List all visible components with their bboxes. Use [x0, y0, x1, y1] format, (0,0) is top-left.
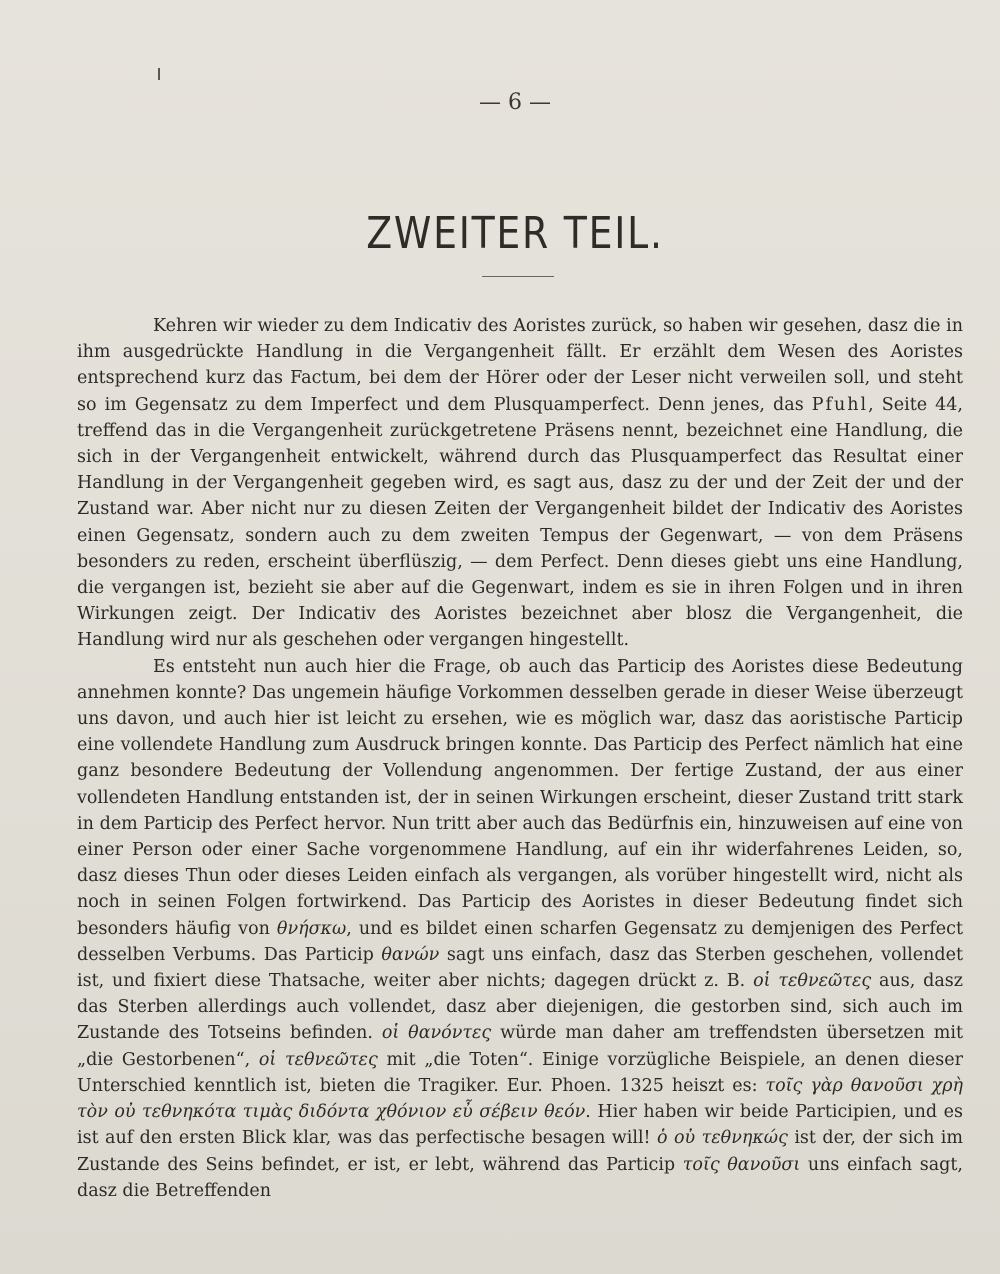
- paragraph-2-text-5: würde man daher am treffendsten übersetzen mit „die Gestorbenen“,: [77, 1023, 964, 1070]
- paragraph-2-text-6: mit „die Toten“. Einige vorzügliche Beispiele, an denen dieser Unterschied kenntlich ist, bieten die Tragiker. Eur. Phoen. 1325 heiszt es:: [77, 1049, 963, 1096]
- paragraph-2-text-8: ist der, der sich im Zustande des Seins befindet, er ist, er lebt, während das Particip: [77, 1128, 963, 1175]
- body-text: [77, 313, 963, 1204]
- author-name: Pfuhl: [811, 394, 869, 415]
- paragraph-1-text-a: Kehren wir wieder zu dem Indicativ des Aoristes zurück, so haben wir gesehen, dasz die in ihm ausgedrückte Handlung in die Vergangenheit fällt. Er erzählt dem Wesen des Aoristes entsprechend kurz das Factum, bei dem der Hörer oder der Leser nicht verweilen soll, und steht so im Gegensatz zu dem Imperfect und dem Plusquamperfect. Denn jenes, das: [77, 316, 963, 415]
- paragraph-2: [77, 654, 963, 1204]
- chapter-title: ZWEITER TEIL.: [366, 208, 664, 259]
- page-number: — 6 —: [479, 90, 551, 115]
- scan-mark: [158, 68, 160, 80]
- title-divider: [482, 276, 554, 277]
- greek-term-4: οἱ θανόντες: [381, 1023, 492, 1044]
- greek-term-1: θνήσκω: [276, 918, 347, 939]
- paragraph-2-text-7: . Hier haben wir beide Participien, und es ist auf den ersten Blick klar, was das perfectische besagen will!: [77, 1102, 963, 1149]
- greek-term-5: οἱ τεθνεῶτες: [258, 1049, 378, 1070]
- paragraph-2-text-2: , und es bildet einen scharfen Gegensatz zu demjenigen des Perfect desselben Verbums. Das Particip: [77, 918, 963, 965]
- greek-term-2: θανών: [381, 944, 440, 965]
- paragraph-2-text-4: aus, dasz das Sterben allerdings auch vollendet, dasz aber diejenigen, die gestorben sind, sich auch im Zustande des Totseins befinden.: [77, 971, 963, 1044]
- greek-quote: τοῖς γὰρ θανοῦσι χρὴ τὸν οὐ τεθνηκότα τιμὰς διδόντα χθόνιον εὖ σέβειν θεόν: [77, 1075, 964, 1123]
- paragraph-2-text-9: uns einfach sagt, dasz die Betreffenden: [77, 1154, 963, 1201]
- paragraph-2-text-1: Es entsteht nun auch hier die Frage, ob auch das Particip des Aoristes diese Bedeutung annehmen konnte? Das ungemein häufige Vorkommen desselben gerade in dieser Weise überzeugt uns davon, und auch hier ist leicht zu ersehen, wie es möglich war, dasz das aoristische Particip eine vollendete Handlung zum Ausdruck bringen konnte. Das Particip des Perfect nämlich hat eine ganz besondere Bedeutung der Vollendung angenommen. Der fertige Zustand, der aus einer vollendeten Handlung entstanden ist, der in seinen Wirkungen erscheint, dieser Zustand tritt stark in dem Particip des Perfect hervor. Nun tritt aber auch das Bedürfnis ein, hinzuweisen auf eine von einer Person oder einer Sache vorgenommene Handlung, auf ein ihr widerfahrenes Leiden, so, dasz dieses Thun oder dieses Leiden einfach als vergangen, als vorüber hingestellt wird, nicht als noch in seinen Folgen fortwirkend. Das Particip des Aoristes in dieser Bedeutung findet sich besonders häufig von: [77, 656, 963, 939]
- greek-term-6: ὁ οὐ τεθνηκώς: [657, 1128, 788, 1149]
- greek-term-7: τοῖς θανοῦσι: [682, 1154, 801, 1175]
- greek-term-3: οἱ τεθνεῶτες: [753, 971, 872, 992]
- paragraph-1: [77, 313, 963, 654]
- paragraph-1-text-b: , Seite 44, treffend das in die Vergangenheit zurückgetretene Präsens nennt, bezeichnet eine Handlung, die sich in der Vergangenheit entwickelt, während durch das Plusquamperfect das Resultat einer Handlung in der Vergangenheit gegeben wird, es sagt aus, dasz zu der und der Zeit der und der Zustand war. Aber nicht nur zu diesen Zeiten der Vergangenheit bildet der Indicativ des Aoristes einen Gegensatz, sondern auch zu dem zweiten Tempus der Gegenwart, — von dem Präsens besonders zu reden, erscheint überflüszig, — dem Perfect. Denn dieses giebt uns eine Handlung, die vergangen ist, bezieht sie aber auf die Gegenwart, indem es sie in ihren Folgen und in ihren Wirkungen zeigt. Der Indicativ des Aoristes bezeichnet aber blosz die Vergangenheit, die Handlung wird nur als geschehen oder vergangen hingestellt.: [77, 394, 963, 651]
- paragraph-2-text-3: sagt uns einfach, dasz das Sterben geschehen, vollendet ist, und fixiert diese Thatsache, weiter aber nichts; dagegen drückt z. B.: [77, 944, 963, 992]
